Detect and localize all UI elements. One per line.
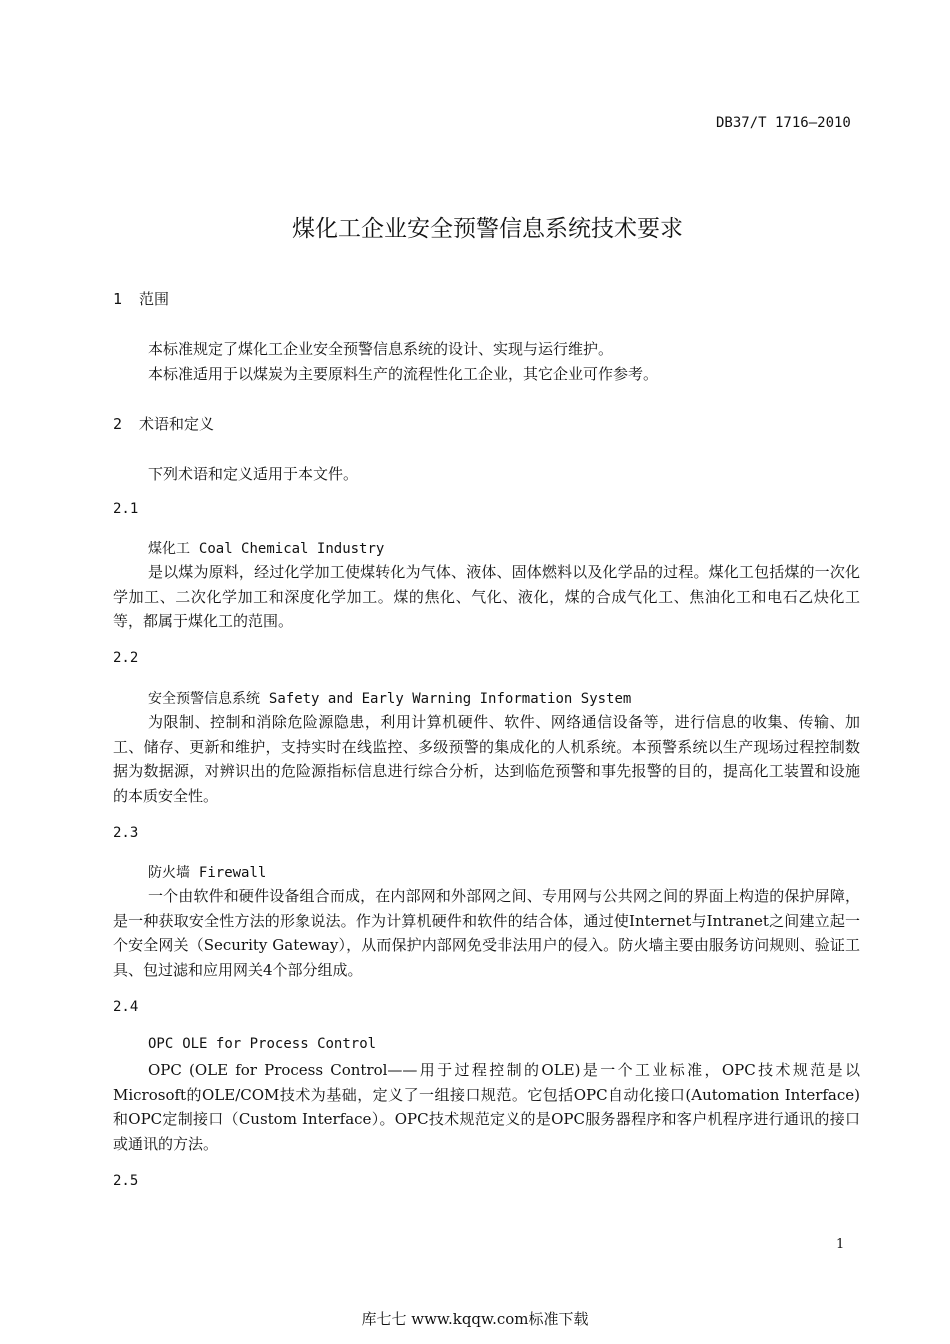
term-2-3-name-cn: 防火墙	[148, 865, 190, 881]
section-2-number: 2	[113, 415, 123, 433]
term-2-4-name-cn: OPC	[148, 1036, 174, 1052]
section-2-title: 术语和定义	[139, 415, 215, 433]
term-2-4-number: 2.4	[113, 999, 139, 1015]
footer-watermark: 库七七 www.kqqw.com标准下载	[361, 1310, 589, 1328]
section-1-number: 1	[113, 290, 123, 308]
document-title: 煤化工企业安全预警信息系统技术要求	[292, 216, 683, 242]
section-1-heading	[113, 288, 169, 309]
section-2-intro: 下列术语和定义适用于本文件。	[148, 465, 359, 483]
term-2-2-heading	[148, 688, 631, 708]
term-2-4-heading	[148, 1036, 376, 1052]
term-2-5-number: 2.5	[113, 1173, 139, 1189]
section-1-paragraph-1: 本标准规定了煤化工企业安全预警信息系统的设计、实现与运行维护。	[148, 340, 614, 358]
term-2-1-definition: 是以煤为原料，经过化学加工使煤转化为气体、液体、固体燃料以及化学品的过程。煤化工包括煤的一次化学加工、二次化学加工和深度化学加工。煤的焦化、气化、液化，煤的合成气化工、焦油化工和电石乙炔化工等，都属于煤化工的范围。	[113, 563, 860, 631]
term-2-4-name-en: OLE for Process Control	[182, 1036, 377, 1052]
term-2-1-number: 2.1	[113, 501, 139, 517]
term-2-4-definition: OPC (OLE for Process Control——用于过程控制的OLE)是一个工业标准，OPC技术规范是以Microsoft的OLE/COM技术为基础，定义了一组接口规范。它包括OPC自动化接口(Automation Interface)和OPC定制接口（Custom Interface）。OPC技术规范定义的是OPC服务器程序和客户机程序进行通讯的接口或通讯的方法。	[113, 1061, 860, 1153]
term-2-2-definition: 为限制、控制和消除危险源隐患，利用计算机硬件、软件、网络通信设备等，进行信息的收集、传输、加工、储存、更新和维护，支持实时在线监控、多级预警的集成化的人机系统。本预警系统以生产现场过程控制数据为数据源，对辨识出的危险源指标信息进行综合分析，达到临危预警和事先报警的目的，提高化工装置和设施的本质安全性。	[113, 713, 860, 805]
standard-number: DB37/T 1716—2010	[716, 115, 851, 131]
page-number: 1	[836, 1237, 845, 1252]
term-2-3-name-en: Firewall	[198, 865, 267, 881]
term-2-2-name-cn: 安全预警信息系统	[148, 691, 260, 707]
term-2-1-name-en: Coal Chemical Industry	[198, 541, 385, 557]
term-2-3-heading	[148, 862, 266, 882]
term-2-3-definition: 一个由软件和硬件设备组合而成，在内部网和外部网之间、专用网与公共网之间的界面上构造的保护屏障，是一种获取安全性方法的形象说法。作为计算机硬件和软件的结合体，通过使Internet与Intranet之间建立起一个安全网关（Security Gateway），从而保护内部网免受非法用户的侵入。防火墙主要由服务访问规则、验证工具、包过滤和应用网关4个部分组成。	[113, 887, 860, 979]
section-2-heading	[113, 413, 214, 434]
term-2-1-heading	[148, 538, 384, 558]
term-2-1-name-cn: 煤化工	[148, 541, 190, 557]
term-2-2-name-en: Safety and Early Warning Information System	[268, 691, 632, 707]
section-1-title: 范围	[139, 290, 170, 308]
term-2-2-number: 2.2	[113, 650, 139, 666]
section-1-paragraph-2: 本标准适用于以煤炭为主要原料生产的流程性化工企业，其它企业可作参考。	[148, 365, 659, 383]
term-2-3-number: 2.3	[113, 825, 139, 841]
